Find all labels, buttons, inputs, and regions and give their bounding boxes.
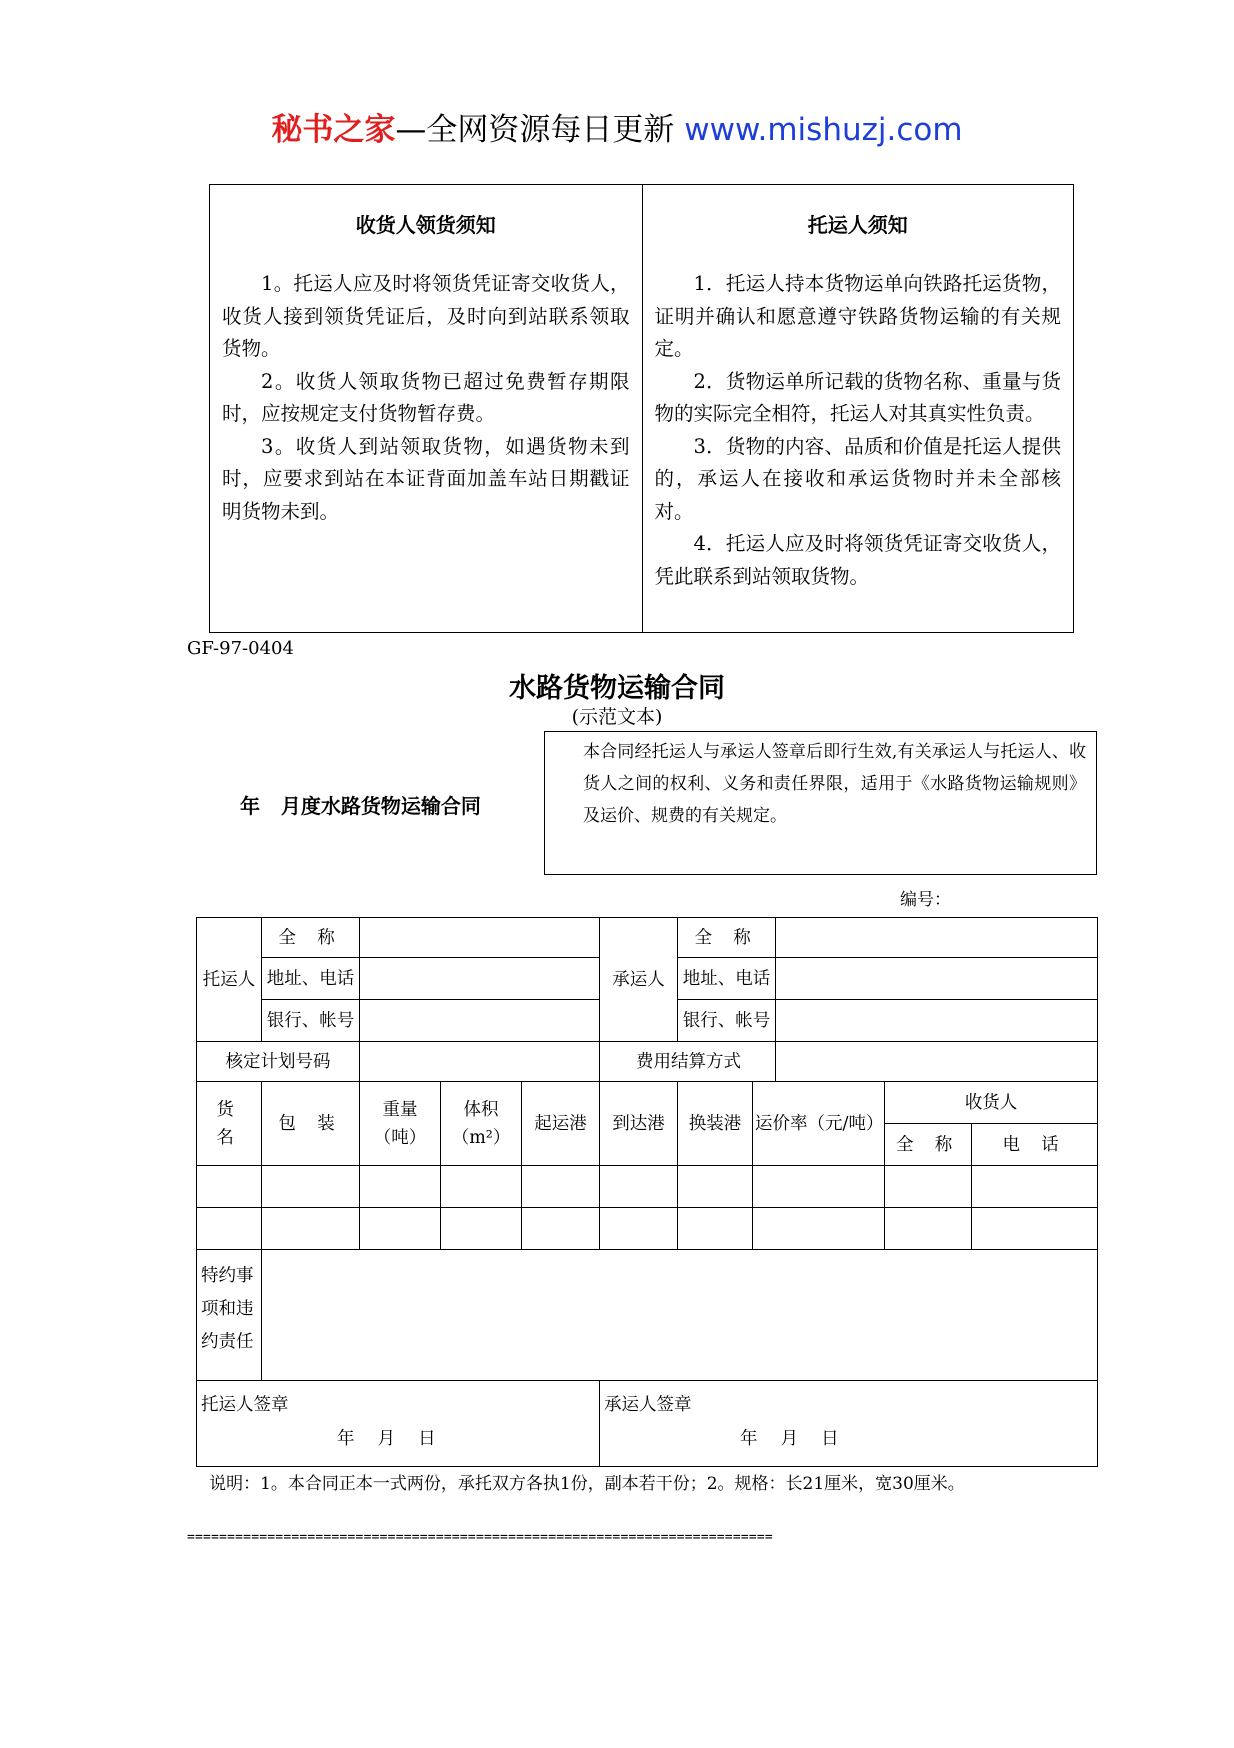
- shipper-bank-label: 银行、帐号: [262, 1000, 360, 1042]
- consignee-notice: [210, 185, 642, 632]
- plan-number-field[interactable]: [360, 1042, 600, 1082]
- settlement-field[interactable]: [776, 1042, 1098, 1082]
- consignee-phone-header: 电 话: [972, 1124, 1098, 1166]
- shipper-notice-title: 托运人须知: [807, 213, 908, 237]
- serial-number-label: 编号：: [900, 890, 951, 910]
- cell[interactable]: [885, 1208, 972, 1250]
- brand-name: 秘书之家: [271, 112, 396, 148]
- site-url[interactable]: www.mishuzj.com: [684, 112, 963, 148]
- volume-header: 体积（m²）: [441, 1082, 522, 1166]
- consignee-notice-title: 收货人领货须知: [355, 213, 496, 237]
- shipper-seal-label: 托运人签章: [201, 1395, 289, 1415]
- carrier-full-name-field[interactable]: [776, 918, 1098, 958]
- carrier-bank-field[interactable]: [776, 1000, 1098, 1042]
- cell[interactable]: [360, 1208, 441, 1250]
- weight-header: 重量（吨）: [360, 1082, 441, 1166]
- carrier-seal-label: 承运人签章: [604, 1395, 692, 1415]
- consignee-notice-item: 1。托运人应及时将领货凭证寄交收货人，收货人接到领货凭证后，及时向到站联系领取货物。: [222, 272, 630, 360]
- shipper-address-field[interactable]: [360, 958, 600, 1000]
- carrier-bank-label: 银行、帐号: [678, 1000, 776, 1042]
- cell[interactable]: [600, 1208, 678, 1250]
- packing-header: 包 装: [262, 1082, 360, 1166]
- origin-port-header: 起运港: [522, 1082, 600, 1166]
- cell[interactable]: [197, 1166, 262, 1208]
- cell[interactable]: [360, 1166, 441, 1208]
- consignee-notice-item: 2。收货人领取货物已超过免费暂存期限时，应按规定支付货物暂存费。: [222, 369, 630, 425]
- shipper-notice-item: 4．托运人应及时将领货凭证寄交收货人，凭此联系到站领取货物。: [654, 532, 1061, 588]
- cell[interactable]: [753, 1208, 885, 1250]
- shipper-address-label: 地址、电话: [262, 958, 360, 1000]
- shipper-label: 托运人: [197, 918, 262, 1042]
- table-row: [197, 1166, 1098, 1208]
- notice-box: [209, 184, 1074, 633]
- cell[interactable]: [522, 1208, 600, 1250]
- shipper-notice-item: 1．托运人持本货物运单向铁路托运货物，证明并确认和愿意遵守铁路货物运输的有关规定。: [654, 272, 1061, 360]
- cell[interactable]: [522, 1166, 600, 1208]
- freight-rate-header: 运价率（元/吨）: [753, 1082, 885, 1166]
- cell[interactable]: [678, 1166, 753, 1208]
- settlement-label: 费用结算方式: [600, 1042, 776, 1082]
- document-code: GF-97-0404: [187, 638, 294, 659]
- special-terms-field[interactable]: [262, 1250, 1098, 1381]
- cell[interactable]: [972, 1208, 1098, 1250]
- cell[interactable]: [600, 1166, 678, 1208]
- monthly-contract-title: 年 月度水路货物运输合同: [240, 794, 481, 818]
- brand-slogan: —全网资源每日更新: [395, 112, 685, 148]
- special-terms-label: 特约事项和违约责任: [197, 1250, 262, 1381]
- shipper-notice: [642, 185, 1074, 632]
- contract-subtitle: (示范文本): [571, 706, 663, 728]
- carrier-address-label: 地址、电话: [678, 958, 776, 1000]
- footnote: 说明：1。本合同正本一式两份，承托双方各执1份，副本若干份；2。规格：长21厘米，宽30厘米。: [209, 1474, 965, 1494]
- consignee-notice-item: 3。收货人到站领取货物，如遇货物未到时，应要求到站在本证背面加盖车站日期戳证明货物未到。: [222, 434, 630, 523]
- shipper-notice-item: 2．货物运单所记载的货物名称、重量与货物的实际完全相符，托运人对其真实性负责。: [654, 369, 1061, 425]
- consignee-name-header: 全 称: [885, 1124, 972, 1166]
- cell[interactable]: [972, 1166, 1098, 1208]
- cell[interactable]: [262, 1166, 360, 1208]
- separator-rule: =========================================================================: [187, 1530, 773, 1545]
- plan-number-label: 核定计划号码: [197, 1042, 360, 1082]
- consignee-header: 收货人: [885, 1082, 1098, 1124]
- shipper-seal-cell[interactable]: [197, 1381, 600, 1467]
- cell[interactable]: [197, 1208, 262, 1250]
- contract-title: 水路货物运输合同: [509, 673, 725, 704]
- shipper-notice-item: 3．货物的内容、品质和价值是托运人提供的，承运人在接收和承运货物时并未全部核对。: [654, 434, 1061, 523]
- shipper-full-name-field[interactable]: [360, 918, 600, 958]
- carrier-address-field[interactable]: [776, 958, 1098, 1000]
- cell[interactable]: [262, 1208, 360, 1250]
- intro-box: 本合同经托运人与承运人签章后即行生效,有关承运人与托运人、收货人之间的权利、义务和责任界限，适用于《水路货物运输规则》及运价、规费的有关规定。: [544, 731, 1097, 875]
- cell[interactable]: [678, 1208, 753, 1250]
- shipper-seal-date: 年 月 日: [337, 1429, 445, 1449]
- table-row: [197, 1208, 1098, 1250]
- dest-port-header: 到达港: [600, 1082, 678, 1166]
- cell[interactable]: [441, 1208, 522, 1250]
- cell[interactable]: [753, 1166, 885, 1208]
- cell[interactable]: [885, 1166, 972, 1208]
- carrier-full-name-label: 全 称: [678, 918, 776, 958]
- site-header: [0, 104, 1234, 149]
- carrier-label: 承运人: [600, 918, 678, 1042]
- carrier-seal-date: 年 月 日: [740, 1429, 848, 1449]
- contract-table: [196, 917, 1098, 1467]
- shipper-bank-field[interactable]: [360, 1000, 600, 1042]
- cell[interactable]: [441, 1166, 522, 1208]
- carrier-seal-cell[interactable]: [600, 1381, 1098, 1467]
- transship-port-header: 换装港: [678, 1082, 753, 1166]
- goods-name-header: 货 名: [197, 1082, 262, 1166]
- shipper-full-name-label: 全 称: [262, 918, 360, 958]
